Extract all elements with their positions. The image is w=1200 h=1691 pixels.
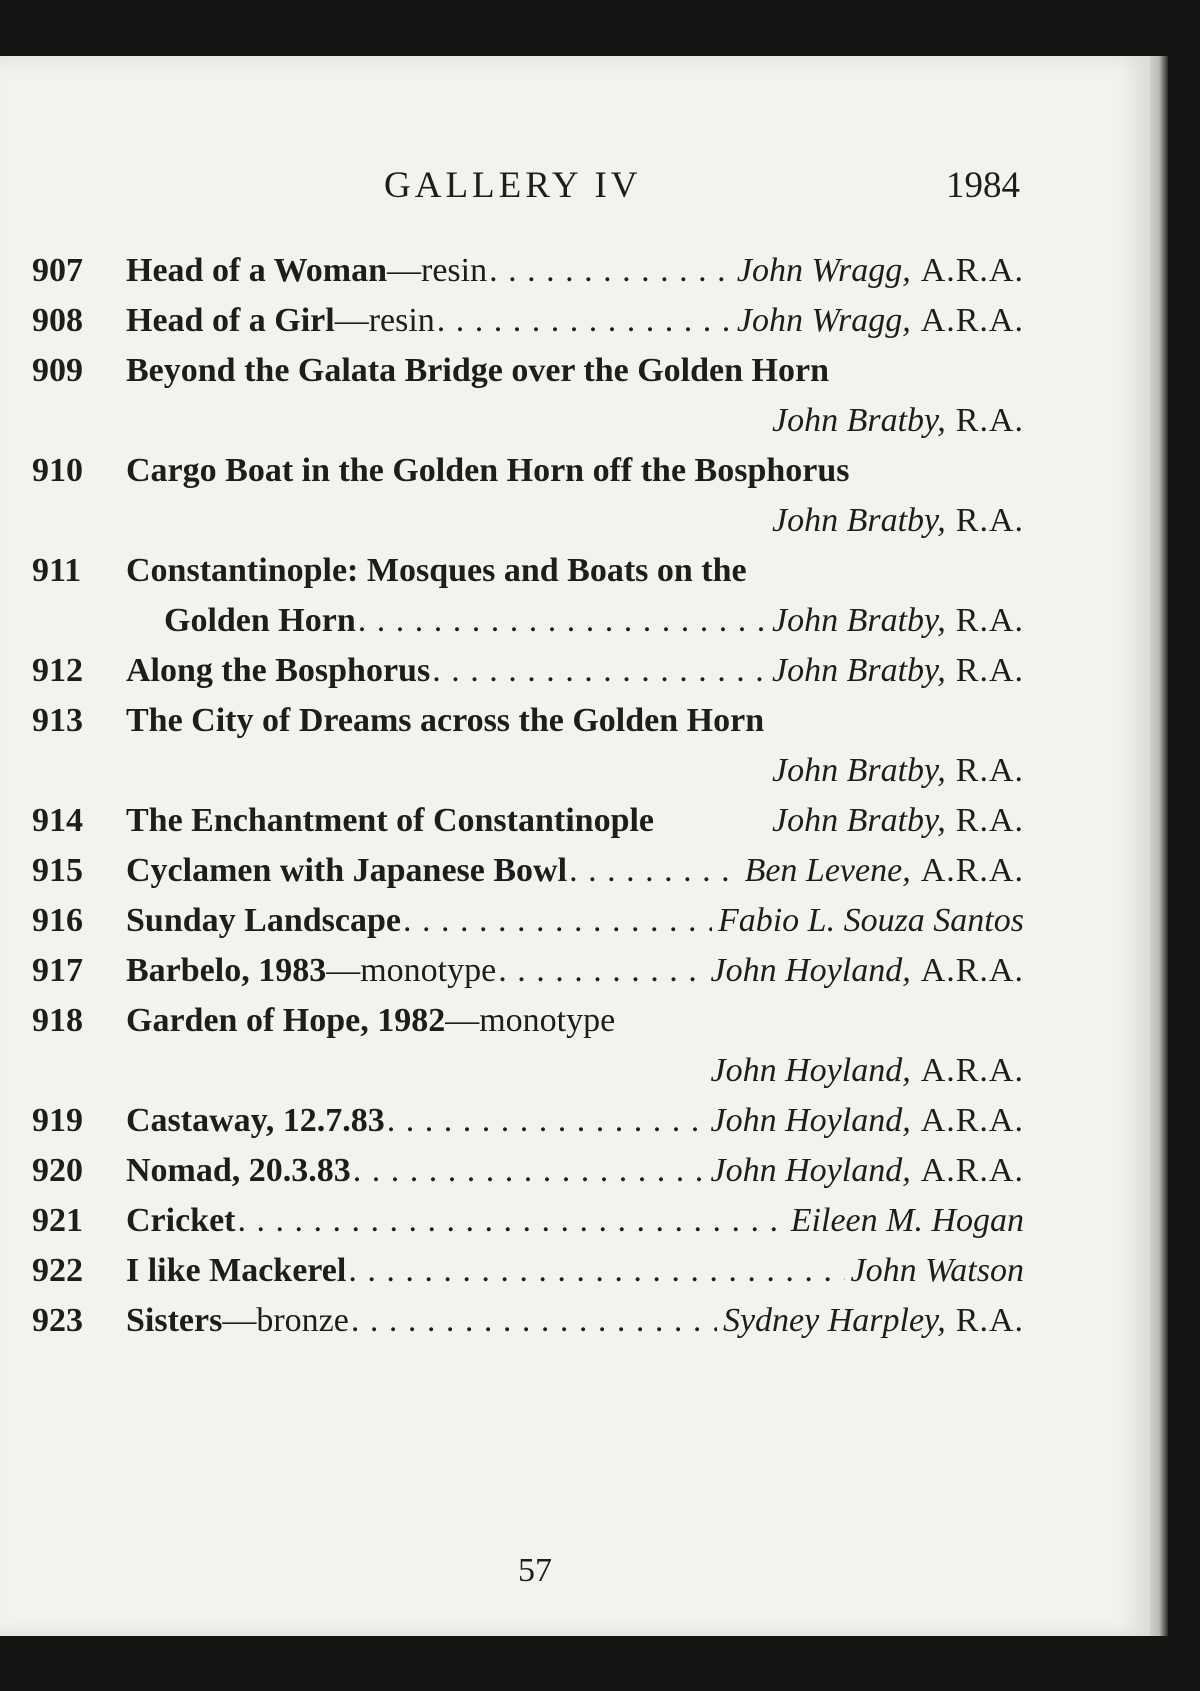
entry-912 bbox=[32, 646, 1024, 696]
entry-913-attribution bbox=[32, 746, 1024, 796]
entry-list bbox=[32, 246, 1024, 1346]
entry-title: Along the Bosphorus bbox=[126, 652, 431, 689]
entry-artist: John Hoyland, bbox=[710, 1102, 911, 1139]
entry-title: Sunday Landscape bbox=[126, 902, 401, 939]
entry-number: 910 bbox=[32, 452, 83, 489]
entry-title-continuation: Golden Horn bbox=[164, 602, 356, 639]
entry-916 bbox=[32, 896, 1024, 946]
entry-923 bbox=[32, 1296, 1024, 1346]
entry-number: 923 bbox=[32, 1302, 83, 1339]
entry-medium: —monotype bbox=[445, 1002, 616, 1039]
entry-921 bbox=[32, 1196, 1024, 1246]
entry-number: 912 bbox=[32, 652, 83, 689]
entry-919 bbox=[32, 1096, 1024, 1146]
entry-title: Cargo Boat in the Golden Horn off the Bosphorus bbox=[126, 452, 850, 489]
dot-leader bbox=[432, 646, 766, 696]
entry-number: 914 bbox=[32, 802, 83, 839]
entry-number: 920 bbox=[32, 1152, 83, 1189]
entry-artist: John Wragg, bbox=[736, 302, 911, 339]
entry-911 bbox=[32, 546, 1024, 596]
entry-artist: John Hoyland, bbox=[710, 1052, 911, 1089]
entry-artist: John Hoyland, bbox=[710, 1152, 911, 1189]
entry-medium: —monotype bbox=[326, 952, 497, 989]
entry-honours: A.R.A. bbox=[920, 852, 1024, 889]
entry-artist: John Bratby, bbox=[772, 802, 946, 839]
entry-honours: R.A. bbox=[955, 502, 1024, 539]
entry-title: Head of a Woman bbox=[126, 252, 388, 289]
page-edge bbox=[1150, 56, 1168, 1636]
running-header bbox=[0, 160, 1150, 210]
entry-number: 919 bbox=[32, 1102, 83, 1139]
entry-915 bbox=[32, 846, 1024, 896]
entry-title: Castaway, 12.7.83 bbox=[126, 1102, 385, 1139]
entry-artist: Ben Levene, bbox=[744, 852, 911, 889]
entry-title: Nomad, 20.3.83 bbox=[126, 1152, 351, 1189]
catalogue-year: 1984 bbox=[946, 165, 1020, 206]
entry-honours: R.A. bbox=[955, 402, 1024, 439]
dot-leader bbox=[238, 1196, 785, 1246]
entry-title: Cyclamen with Japanese Bowl bbox=[126, 852, 568, 889]
entry-artist: John Wragg, bbox=[736, 252, 911, 289]
entry-917 bbox=[32, 946, 1024, 996]
entry-artist: John Hoyland, bbox=[710, 952, 911, 989]
entry-number: 909 bbox=[32, 352, 83, 389]
gallery-title: GALLERY IV bbox=[384, 165, 642, 206]
entry-artist: Eileen M. Hogan bbox=[790, 1202, 1024, 1239]
entry-title: Barbelo, 1983 bbox=[126, 952, 327, 989]
entry-911-continuation bbox=[32, 596, 1024, 646]
dot-leader bbox=[387, 1096, 705, 1146]
entry-honours: A.R.A. bbox=[920, 1152, 1024, 1189]
entry-honours: A.R.A. bbox=[920, 1052, 1024, 1089]
page-number: 57 bbox=[518, 1552, 552, 1589]
entry-artist: Sydney Harpley, bbox=[722, 1302, 946, 1339]
entry-number: 916 bbox=[32, 902, 83, 939]
entry-honours: R.A. bbox=[955, 752, 1024, 789]
entry-913 bbox=[32, 696, 1024, 746]
entry-number: 921 bbox=[32, 1202, 83, 1239]
entry-number: 917 bbox=[32, 952, 83, 989]
entry-title: Garden of Hope, 1982 bbox=[126, 1002, 446, 1039]
entry-medium: —resin bbox=[387, 252, 488, 289]
entry-title: Beyond the Galata Bridge over the Golden Horn bbox=[126, 352, 829, 389]
entry-honours: A.R.A. bbox=[920, 302, 1024, 339]
entry-artist: John Bratby, bbox=[772, 402, 946, 439]
entry-artist: John Watson bbox=[850, 1252, 1024, 1289]
entry-number: 918 bbox=[32, 1002, 83, 1039]
entry-honours: A.R.A. bbox=[920, 952, 1024, 989]
entry-honours: R.A. bbox=[955, 602, 1024, 639]
entry-title: I like Mackerel bbox=[126, 1252, 347, 1289]
dot-leader bbox=[437, 296, 731, 346]
dot-leader bbox=[498, 946, 704, 996]
entry-number: 911 bbox=[32, 552, 82, 589]
entry-number: 908 bbox=[32, 302, 83, 339]
dot-leader bbox=[489, 246, 731, 296]
dot-leader bbox=[403, 896, 712, 946]
entry-medium: —resin bbox=[334, 302, 435, 339]
entry-honours: A.R.A. bbox=[920, 252, 1024, 289]
entry-honours: R.A. bbox=[955, 652, 1024, 689]
dot-leader bbox=[569, 846, 739, 896]
entry-title: Constantinople: Mosques and Boats on the bbox=[126, 552, 747, 589]
entry-920 bbox=[32, 1146, 1024, 1196]
entry-909-attribution bbox=[32, 396, 1024, 446]
entry-number: 922 bbox=[32, 1252, 83, 1289]
entry-honours: R.A. bbox=[955, 802, 1024, 839]
entry-title: The Enchantment of Constantinople bbox=[126, 802, 655, 839]
entry-922 bbox=[32, 1246, 1024, 1296]
entry-title: Head of a Girl bbox=[126, 302, 335, 339]
entry-title: The City of Dreams across the Golden Horn bbox=[126, 702, 765, 739]
entry-918 bbox=[32, 996, 1024, 1046]
entry-910 bbox=[32, 446, 1024, 496]
dot-leader bbox=[348, 1246, 844, 1296]
dot-leader bbox=[351, 1296, 717, 1346]
entry-number: 915 bbox=[32, 852, 83, 889]
entry-number: 907 bbox=[32, 252, 83, 289]
entry-907 bbox=[32, 246, 1024, 296]
entry-medium: —bronze bbox=[222, 1302, 349, 1339]
dot-leader bbox=[358, 596, 766, 646]
entry-910-attribution bbox=[32, 496, 1024, 546]
entry-title: Sisters bbox=[126, 1302, 223, 1339]
entry-honours: A.R.A. bbox=[920, 1102, 1024, 1139]
entry-909 bbox=[32, 346, 1024, 396]
entry-artist: Fabio L. Souza Santos bbox=[717, 902, 1024, 939]
entry-908 bbox=[32, 296, 1024, 346]
entry-918-attribution bbox=[32, 1046, 1024, 1096]
dot-leader bbox=[353, 1146, 705, 1196]
entry-914 bbox=[32, 796, 1024, 846]
entry-artist: John Bratby, bbox=[772, 652, 946, 689]
entry-artist: John Bratby, bbox=[772, 502, 946, 539]
entry-number: 913 bbox=[32, 702, 83, 739]
entry-artist: John Bratby, bbox=[772, 752, 946, 789]
entry-artist: John Bratby, bbox=[772, 602, 946, 639]
entry-honours: R.A. bbox=[955, 1302, 1024, 1339]
entry-title: Cricket bbox=[126, 1202, 236, 1239]
